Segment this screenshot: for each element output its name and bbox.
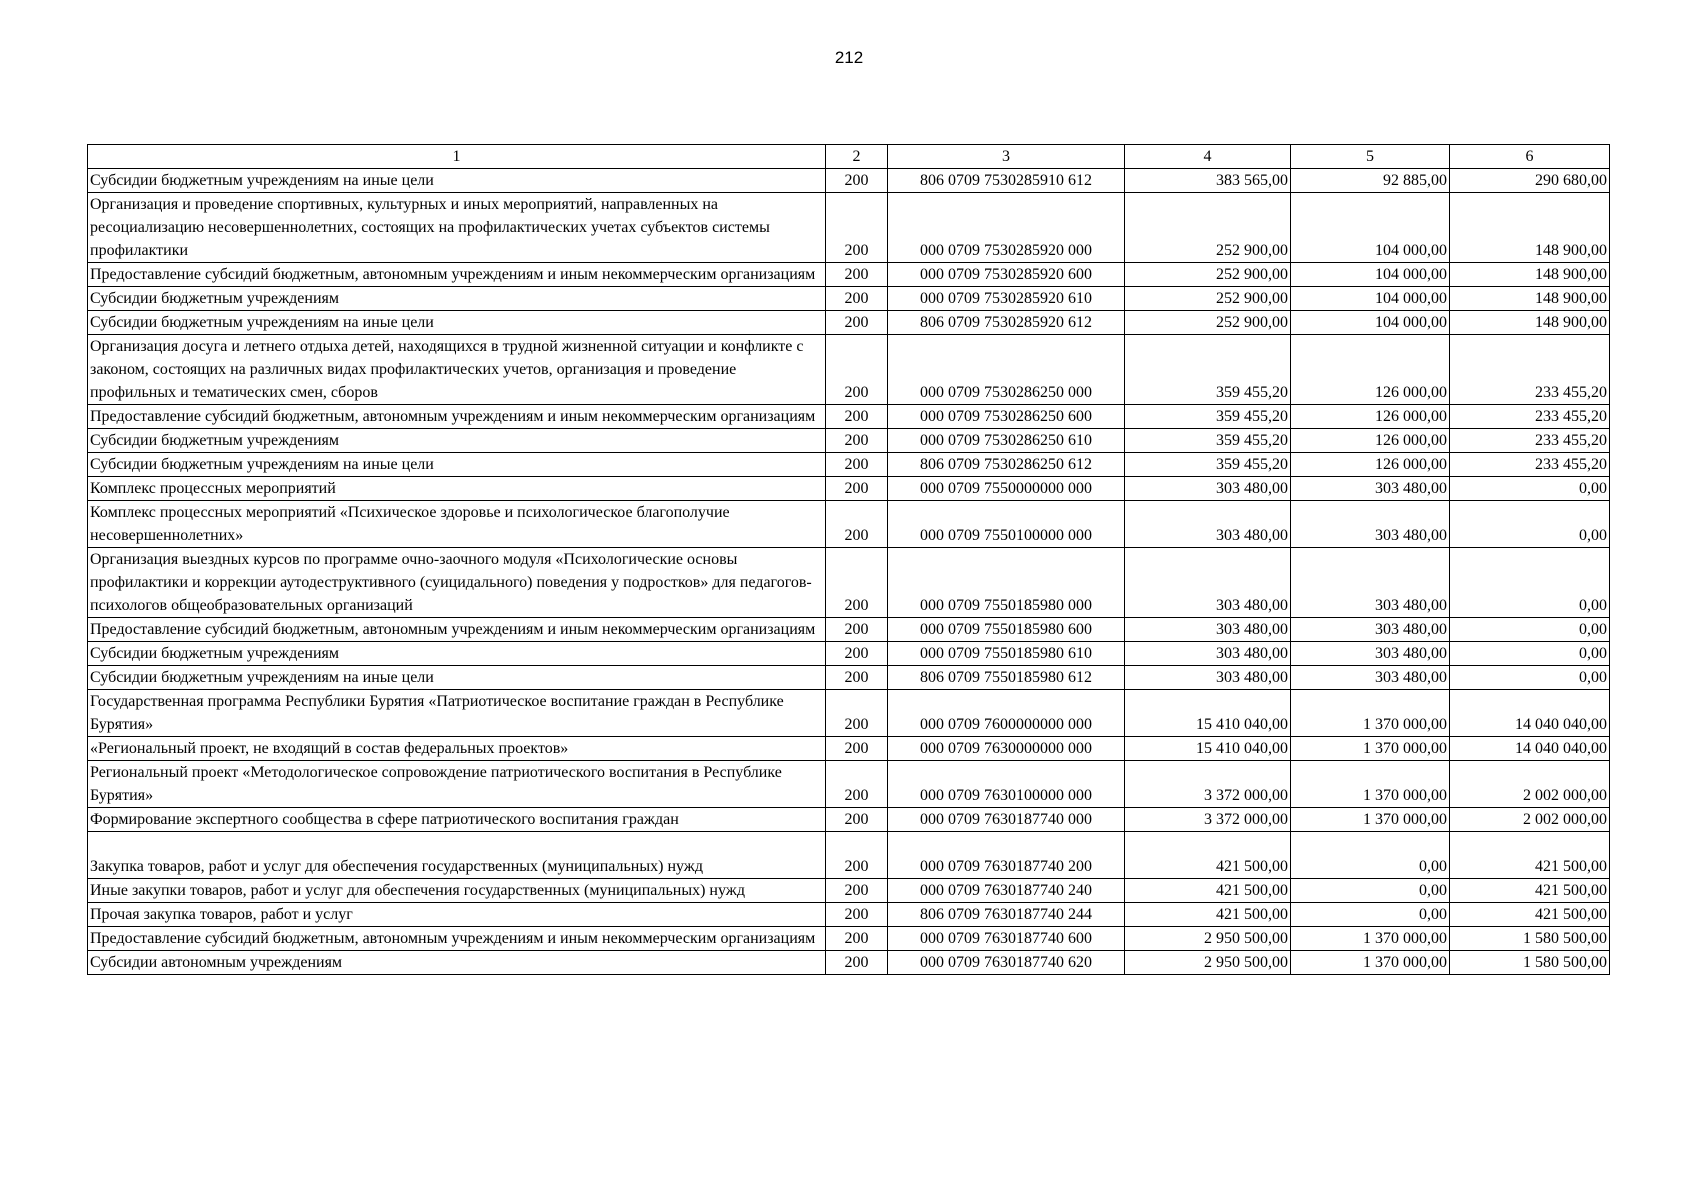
- item-description: Организация выездных курсов по программе очно-заочного модуля «Психологические основы профилактики и коррекции аутодеструктивного (суицидального) поведения у подростков» для педагогов-психологов общеобразовательных организаций: [88, 548, 826, 618]
- amount-column-6: 14 040 040,00: [1450, 690, 1610, 737]
- amount-column-4: 3 372 000,00: [1125, 761, 1291, 808]
- item-description: Субсидии бюджетным учреждениям: [88, 287, 826, 311]
- budget-code: 000 0709 7550000000 000: [888, 477, 1125, 501]
- budget-code: 000 0709 7630000000 000: [888, 737, 1125, 761]
- amount-column-4: 252 900,00: [1125, 311, 1291, 335]
- amount-column-6: 1 580 500,00: [1450, 927, 1610, 951]
- item-column-2: 200: [826, 429, 888, 453]
- budget-code: 000 0709 7630187740 240: [888, 879, 1125, 903]
- item-column-2: 200: [826, 169, 888, 193]
- item-column-2: 200: [826, 690, 888, 737]
- column-header-3: 3: [888, 145, 1125, 169]
- table-row: [88, 690, 1610, 737]
- item-column-2: 200: [826, 335, 888, 405]
- amount-column-6: 2 002 000,00: [1450, 808, 1610, 832]
- amount-column-5: 92 885,00: [1291, 169, 1450, 193]
- amount-column-4: 15 410 040,00: [1125, 737, 1291, 761]
- amount-column-6: 421 500,00: [1450, 879, 1610, 903]
- budget-code: 000 0709 7630187740 620: [888, 951, 1125, 975]
- item-column-2: 200: [826, 405, 888, 429]
- column-header-4: 4: [1125, 145, 1291, 169]
- amount-column-4: 303 480,00: [1125, 666, 1291, 690]
- column-number-header-row: [88, 145, 1610, 169]
- table-row: [88, 927, 1610, 951]
- amount-column-5: 104 000,00: [1291, 311, 1450, 335]
- amount-column-6: 148 900,00: [1450, 263, 1610, 287]
- column-header-2: 2: [826, 145, 888, 169]
- amount-column-6: 290 680,00: [1450, 169, 1610, 193]
- amount-column-4: 303 480,00: [1125, 501, 1291, 548]
- amount-column-4: 252 900,00: [1125, 193, 1291, 263]
- amount-column-4: 421 500,00: [1125, 903, 1291, 927]
- table-row: [88, 335, 1610, 405]
- amount-column-5: 104 000,00: [1291, 263, 1450, 287]
- column-header-1: 1: [88, 145, 826, 169]
- amount-column-5: 303 480,00: [1291, 618, 1450, 642]
- amount-column-4: 359 455,20: [1125, 335, 1291, 405]
- budget-code: 000 0709 7630187740 200: [888, 832, 1125, 879]
- amount-column-4: 303 480,00: [1125, 642, 1291, 666]
- amount-column-6: 2 002 000,00: [1450, 761, 1610, 808]
- table-row: [88, 405, 1610, 429]
- amount-column-5: 303 480,00: [1291, 642, 1450, 666]
- amount-column-6: 0,00: [1450, 642, 1610, 666]
- amount-column-6: 148 900,00: [1450, 287, 1610, 311]
- amount-column-6: 0,00: [1450, 548, 1610, 618]
- budget-code: 000 0709 7630187740 000: [888, 808, 1125, 832]
- budget-code: 000 0709 7550100000 000: [888, 501, 1125, 548]
- budget-code: 000 0709 7550185980 610: [888, 642, 1125, 666]
- item-column-2: 200: [826, 879, 888, 903]
- item-description: Закупка товаров, работ и услуг для обеспечения государственных (муниципальных) нужд: [88, 832, 826, 879]
- item-description: Субсидии бюджетным учреждениям на иные цели: [88, 666, 826, 690]
- amount-column-4: 2 950 500,00: [1125, 951, 1291, 975]
- table-row: [88, 666, 1610, 690]
- item-column-2: 200: [826, 548, 888, 618]
- item-description: Предоставление субсидий бюджетным, автономным учреждениям и иным некоммерческим организациям: [88, 927, 826, 951]
- amount-column-5: 1 370 000,00: [1291, 951, 1450, 975]
- item-column-2: 200: [826, 193, 888, 263]
- amount-column-5: 0,00: [1291, 832, 1450, 879]
- budget-table-body: [88, 145, 1610, 975]
- amount-column-5: 126 000,00: [1291, 453, 1450, 477]
- table-row: [88, 193, 1610, 263]
- amount-column-4: 303 480,00: [1125, 548, 1291, 618]
- amount-column-5: 1 370 000,00: [1291, 808, 1450, 832]
- item-description: Предоставление субсидий бюджетным, автономным учреждениям и иным некоммерческим организациям: [88, 263, 826, 287]
- item-column-2: 200: [826, 311, 888, 335]
- amount-column-6: 421 500,00: [1450, 832, 1610, 879]
- amount-column-4: 359 455,20: [1125, 429, 1291, 453]
- amount-column-4: 421 500,00: [1125, 832, 1291, 879]
- budget-code: 806 0709 7530285920 612: [888, 311, 1125, 335]
- item-column-2: 200: [826, 832, 888, 879]
- amount-column-5: 126 000,00: [1291, 335, 1450, 405]
- table-row: [88, 642, 1610, 666]
- budget-code: 000 0709 7630187740 600: [888, 927, 1125, 951]
- item-column-2: 200: [826, 477, 888, 501]
- table-row: [88, 548, 1610, 618]
- item-column-2: 200: [826, 951, 888, 975]
- budget-code: 000 0709 7530286250 610: [888, 429, 1125, 453]
- item-description: Региональный проект «Методологическое сопровождение патриотического воспитания в Республике Бурятия»: [88, 761, 826, 808]
- budget-code: 000 0709 7600000000 000: [888, 690, 1125, 737]
- table-row: [88, 477, 1610, 501]
- amount-column-5: 303 480,00: [1291, 548, 1450, 618]
- table-row: [88, 761, 1610, 808]
- amount-column-6: 14 040 040,00: [1450, 737, 1610, 761]
- item-description: Субсидии бюджетным учреждениям на иные цели: [88, 311, 826, 335]
- amount-column-5: 1 370 000,00: [1291, 927, 1450, 951]
- table-row: [88, 501, 1610, 548]
- budget-code: 806 0709 7630187740 244: [888, 903, 1125, 927]
- item-description: Субсидии бюджетным учреждениям: [88, 642, 826, 666]
- item-description: Субсидии автономным учреждениям: [88, 951, 826, 975]
- amount-column-6: 0,00: [1450, 501, 1610, 548]
- item-description: Субсидии бюджетным учреждениям на иные цели: [88, 169, 826, 193]
- table-row: [88, 903, 1610, 927]
- amount-column-4: 303 480,00: [1125, 618, 1291, 642]
- table-row: [88, 879, 1610, 903]
- amount-column-5: 303 480,00: [1291, 666, 1450, 690]
- item-column-2: 200: [826, 453, 888, 477]
- item-description: Предоставление субсидий бюджетным, автономным учреждениям и иным некоммерческим организациям: [88, 618, 826, 642]
- page-number: 212: [834, 48, 864, 67]
- item-column-2: 200: [826, 642, 888, 666]
- amount-column-4: 252 900,00: [1125, 287, 1291, 311]
- item-description: Организация досуга и летнего отдыха детей, находящихся в трудной жизненной ситуации и конфликте с законом, состоящих на различных видах профилактических учетов, организация и проведение профильных и тематических смен, сборов: [88, 335, 826, 405]
- amount-column-5: 126 000,00: [1291, 405, 1450, 429]
- budget-table-container: [87, 144, 1609, 975]
- budget-code: 806 0709 7550185980 612: [888, 666, 1125, 690]
- table-row: [88, 832, 1610, 879]
- item-description: Формирование экспертного сообщества в сфере патриотического воспитания граждан: [88, 808, 826, 832]
- table-row: [88, 429, 1610, 453]
- amount-column-5: 1 370 000,00: [1291, 737, 1450, 761]
- item-column-2: 200: [826, 927, 888, 951]
- amount-column-6: 233 455,20: [1450, 405, 1610, 429]
- amount-column-4: 359 455,20: [1125, 405, 1291, 429]
- amount-column-6: 148 900,00: [1450, 311, 1610, 335]
- item-description: «Региональный проект, не входящий в состав федеральных проектов»: [88, 737, 826, 761]
- amount-column-4: 15 410 040,00: [1125, 690, 1291, 737]
- amount-column-6: 233 455,20: [1450, 429, 1610, 453]
- table-row: [88, 618, 1610, 642]
- budget-code: 000 0709 7530285920 610: [888, 287, 1125, 311]
- amount-column-6: 148 900,00: [1450, 193, 1610, 263]
- item-column-2: 200: [826, 618, 888, 642]
- amount-column-6: 0,00: [1450, 666, 1610, 690]
- budget-code: 000 0709 7530285920 000: [888, 193, 1125, 263]
- item-description: Иные закупки товаров, работ и услуг для обеспечения государственных (муниципальных) нужд: [88, 879, 826, 903]
- item-column-2: 200: [826, 287, 888, 311]
- table-row: [88, 263, 1610, 287]
- item-description: Комплекс процессных мероприятий «Психическое здоровье и психологическое благополучие несовершеннолетних»: [88, 501, 826, 548]
- item-description: Организация и проведение спортивных, культурных и иных мероприятий, направленных на ресоциализацию несовершеннолетних, состоящих на профилактических учетах субъектов системы профилактики: [88, 193, 826, 263]
- amount-column-4: 3 372 000,00: [1125, 808, 1291, 832]
- amount-column-5: 104 000,00: [1291, 287, 1450, 311]
- table-row: [88, 453, 1610, 477]
- budget-code: 000 0709 7530285920 600: [888, 263, 1125, 287]
- amount-column-4: 383 565,00: [1125, 169, 1291, 193]
- item-column-2: 200: [826, 737, 888, 761]
- budget-code: 806 0709 7530285910 612: [888, 169, 1125, 193]
- item-column-2: 200: [826, 666, 888, 690]
- budget-code: 000 0709 7630100000 000: [888, 761, 1125, 808]
- item-column-2: 200: [826, 501, 888, 548]
- table-row: [88, 169, 1610, 193]
- table-row: [88, 808, 1610, 832]
- amount-column-4: 359 455,20: [1125, 453, 1291, 477]
- table-row: [88, 287, 1610, 311]
- budget-code: 000 0709 7530286250 600: [888, 405, 1125, 429]
- amount-column-6: 233 455,20: [1450, 453, 1610, 477]
- item-column-2: 200: [826, 263, 888, 287]
- amount-column-4: 421 500,00: [1125, 879, 1291, 903]
- amount-column-6: 421 500,00: [1450, 903, 1610, 927]
- amount-column-6: 1 580 500,00: [1450, 951, 1610, 975]
- item-description: Комплекс процессных мероприятий: [88, 477, 826, 501]
- item-column-2: 200: [826, 808, 888, 832]
- amount-column-5: 1 370 000,00: [1291, 761, 1450, 808]
- amount-column-5: 1 370 000,00: [1291, 690, 1450, 737]
- item-description: Субсидии бюджетным учреждениям: [88, 429, 826, 453]
- amount-column-5: 126 000,00: [1291, 429, 1450, 453]
- amount-column-4: 303 480,00: [1125, 477, 1291, 501]
- amount-column-4: 2 950 500,00: [1125, 927, 1291, 951]
- item-description: Субсидии бюджетным учреждениям на иные цели: [88, 453, 826, 477]
- amount-column-6: 233 455,20: [1450, 335, 1610, 405]
- item-description: Прочая закупка товаров, работ и услуг: [88, 903, 826, 927]
- amount-column-5: 104 000,00: [1291, 193, 1450, 263]
- budget-code: 000 0709 7550185980 600: [888, 618, 1125, 642]
- item-description: Государственная программа Республики Бурятия «Патриотическое воспитание граждан в Республике Бурятия»: [88, 690, 826, 737]
- item-description: Предоставление субсидий бюджетным, автономным учреждениям и иным некоммерческим организациям: [88, 405, 826, 429]
- budget-code: 000 0709 7530286250 000: [888, 335, 1125, 405]
- budget-code: 000 0709 7550185980 000: [888, 548, 1125, 618]
- table-row: [88, 737, 1610, 761]
- column-header-5: 5: [1291, 145, 1450, 169]
- item-column-2: 200: [826, 761, 888, 808]
- budget-table: [87, 144, 1610, 975]
- amount-column-6: 0,00: [1450, 477, 1610, 501]
- amount-column-4: 252 900,00: [1125, 263, 1291, 287]
- column-header-6: 6: [1450, 145, 1610, 169]
- item-column-2: 200: [826, 903, 888, 927]
- amount-column-6: 0,00: [1450, 618, 1610, 642]
- amount-column-5: 303 480,00: [1291, 477, 1450, 501]
- budget-code: 806 0709 7530286250 612: [888, 453, 1125, 477]
- amount-column-5: 0,00: [1291, 879, 1450, 903]
- table-row: [88, 311, 1610, 335]
- table-row: [88, 951, 1610, 975]
- amount-column-5: 303 480,00: [1291, 501, 1450, 548]
- amount-column-5: 0,00: [1291, 903, 1450, 927]
